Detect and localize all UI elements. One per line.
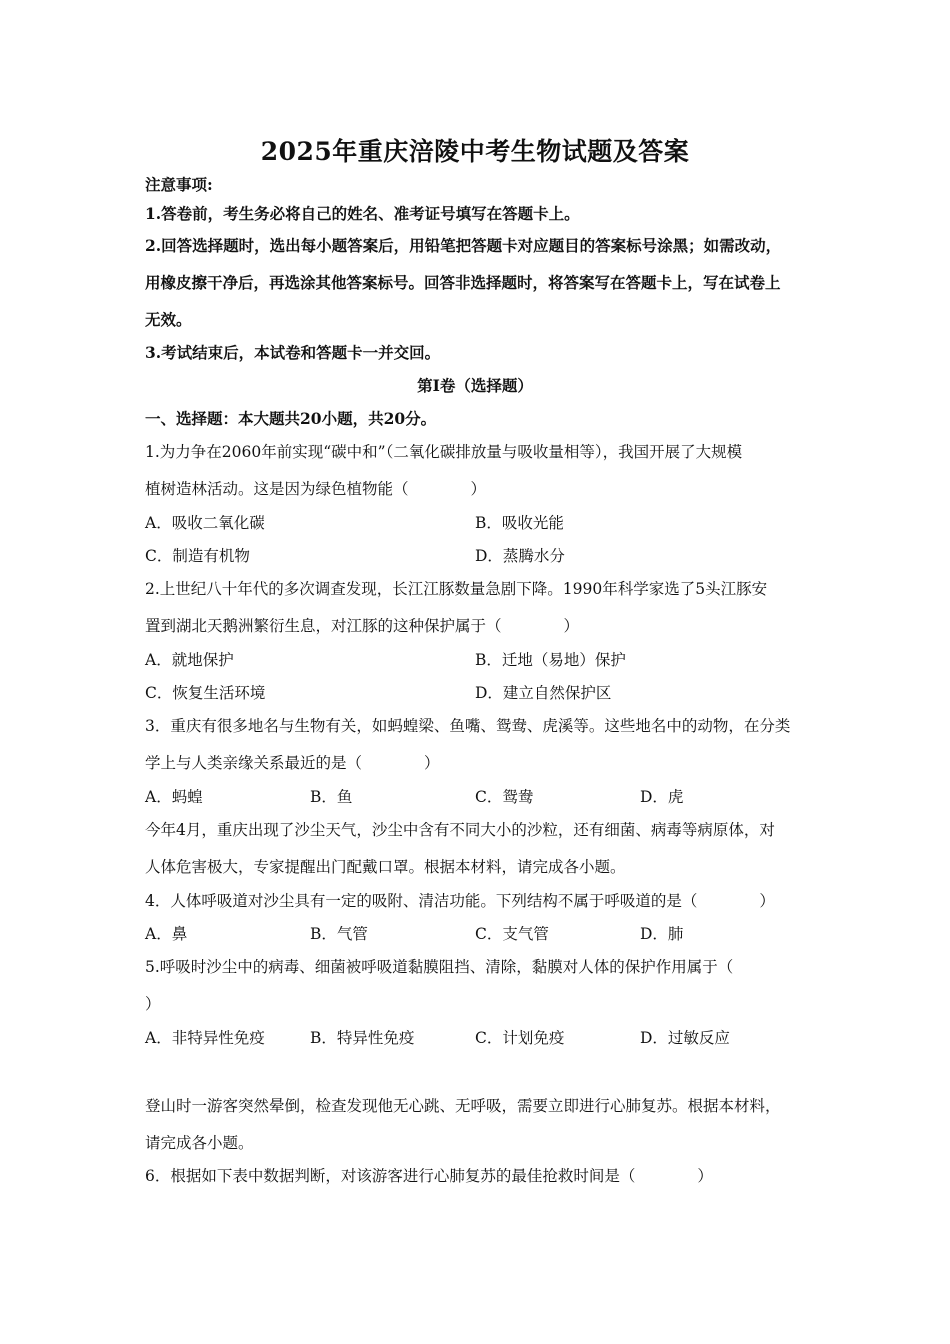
q4-option-c: C．支气管 [475,925,549,943]
note-1: 1.答卷前，考生务必将自己的姓名、准考证号填写在答题卡上。 [145,204,580,223]
q5-option-b: B．特异性免疫 [310,1029,415,1047]
question-5-line-1: 5.呼吸时沙尘中的病毒、细菌被呼吸道黏膜阻挡、清除，黏膜对人体的保护作用属于（ [145,958,734,976]
q5-option-c: C．计划免疫 [475,1029,565,1047]
question-2-line-1: 2.上世纪八十年代的多次调查发现，长江江豚数量急剧下降。1990年科学家选了5头江豚安 [145,580,768,598]
material-2-line-2: 请完成各小题。 [145,1134,254,1152]
volume-heading: 第I卷（选择题） [417,376,533,395]
question-5-line-2: ） [145,995,161,1013]
q3-option-b: B．鱼 [310,788,353,806]
q1-option-b: B．吸收光能 [475,514,564,532]
q2-option-c: C．恢复生活环境 [145,684,266,702]
q2-option-b: B．迁地（易地）保护 [475,651,626,669]
page-title: 2025年重庆涪陵中考生物试题及答案 [260,137,690,166]
notes-heading: 注意事项: [145,175,213,194]
question-1-line-1: 1.为力争在2060年前实现“碳中和”（二氧化碳排放量与吸收量相等），我国开展了大规模 [145,443,743,461]
q5-option-d: D．过敏反应 [640,1029,730,1047]
q4-option-b: B．气管 [310,925,368,943]
q3-option-c: C．鸳鸯 [475,788,534,806]
question-6-line-1: 6．根据如下表中数据判断，对该游客进行心肺复苏的最佳抢救时间是（ ） [145,1167,713,1185]
question-2-line-2: 置到湖北天鹅洲繁衍生息，对江豚的这种保护属于（ ） [145,617,580,635]
material-1-line-2: 人体危害极大，专家提醒出门配戴口罩。根据本材料，请完成各小题。 [145,858,626,876]
note-3: 3.考试结束后，本试卷和答题卡一并交回。 [145,343,441,362]
note-2-line-1: 2.回答选择题时，选出每小题答案后，用铅笔把答题卡对应题目的答案标号涂黑；如需改动， [145,236,782,255]
material-1-line-1: 今年4月，重庆出现了沙尘天气，沙尘中含有不同大小的沙粒，还有细菌、病毒等病原体，对 [145,821,775,839]
q4-option-a: A．鼻 [145,925,188,943]
q3-option-a: A．蚂蝗 [145,788,203,806]
q3-option-d: D．虎 [640,788,684,806]
question-3-line-1: 3．重庆有很多地名与生物有关，如蚂蝗梁、鱼嘴、鸳鸯、虎溪等。这些地名中的动物，在分类 [145,717,791,735]
material-2-line-1: 登山时一游客突然晕倒，检查发现他无心跳、无呼吸，需要立即进行心肺复苏。根据本材料， [145,1097,781,1115]
q1-option-c: C．制造有机物 [145,547,250,565]
question-3-line-2: 学上与人类亲缘关系最近的是（ ） [145,754,440,772]
q1-option-a: A．吸收二氧化碳 [145,514,265,532]
q2-option-a: A．就地保护 [145,651,234,669]
q4-option-d: D．肺 [640,925,684,943]
q1-option-d: D．蒸腾水分 [475,547,565,565]
part-1-heading: 一、选择题：本大题共20小题，共20分。 [145,409,437,428]
note-2-line-2: 用橡皮擦干净后，再选涂其他答案标号。回答非选择题时，将答案写在答题卡上，写在试卷上 [145,273,781,292]
q2-option-d: D．建立自然保护区 [475,684,612,702]
note-2-line-3: 无效。 [145,310,192,329]
question-4-line-1: 4．人体呼吸道对沙尘具有一定的吸附、清洁功能。下列结构不属于呼吸道的是（ ） [145,892,775,910]
q5-option-a: A．非特异性免疫 [145,1029,265,1047]
question-1-line-2: 植树造林活动。这是因为绿色植物能（ ） [145,480,487,498]
